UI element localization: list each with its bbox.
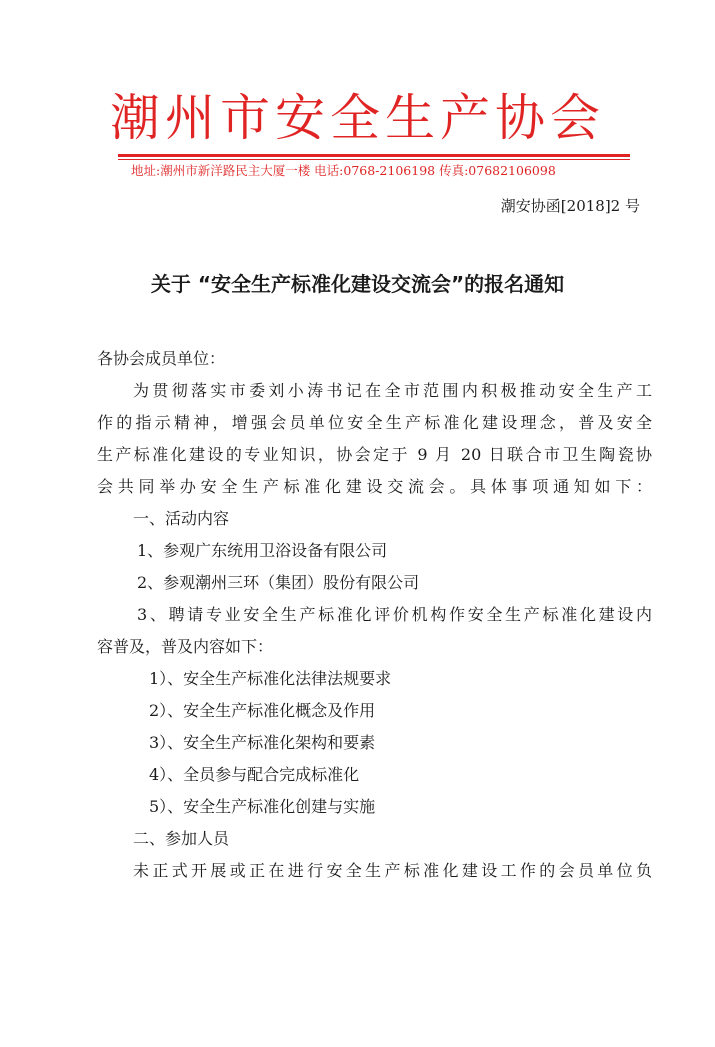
intro-line-3: 生产标准化建设的专业知识，协会定于 9 月 20 日联合市卫生陶瓷协 [97, 445, 652, 464]
intro-line-1: 为贯彻落实市委刘小涛书记在全市范围内积极推动安全生产工 [133, 381, 652, 400]
content-subitem-3: 3）、安全生产标准化架构和要素 [149, 733, 376, 752]
content-subitem-5: 5）、安全生产标准化创建与实施 [149, 797, 376, 816]
activity-item-1: 1、参观广东统用卫浴设备有限公司 [137, 541, 388, 560]
intro-line-4: 会共同举办安全生产标准化建设交流会。具体事项通知如下： [97, 477, 652, 496]
content-subitem-4: 4）、全员参与配合完成标准化 [149, 765, 360, 784]
section-heading-participants: 二、参加人员 [133, 829, 230, 848]
letterhead-address: 地址:潮州市新洋路民主大厦一楼 电话:0768-2106198 传真:07682106098 [131, 163, 556, 178]
participants-line-1: 未正式开展或正在进行安全生产标准化建设工作的会员单位负 [133, 861, 652, 880]
activity-item-3-line-1: 3、聘请专业安全生产标准化评价机构作安全生产标准化建设内 [137, 605, 652, 624]
content-subitem-2: 2）、安全生产标准化概念及作用 [149, 701, 376, 720]
activity-item-3-line-2: 容普及，普及内容如下： [97, 637, 274, 656]
intro-line-2: 作的指示精神，增强会员单位安全生产标准化建设理念，普及安全 [97, 413, 652, 432]
salutation: 各协会成员单位： [97, 349, 226, 368]
content-subitem-1: 1）、安全生产标准化法律法规要求 [149, 669, 392, 688]
document-number: 潮安协函[2018]2 号 [500, 197, 640, 215]
letterhead-rule-thick [118, 154, 630, 157]
activity-item-2: 2、参观潮州三环（集团）股份有限公司 [137, 573, 420, 592]
section-heading-activities: 一、活动内容 [133, 509, 230, 528]
letterhead-rule-thin [118, 159, 630, 160]
document-title: 关于 “安全生产标准化建设交流会”的报名通知 [150, 272, 565, 296]
document-body [97, 343, 652, 887]
org-letterhead-title: 潮州市安全生产协会 [110, 89, 605, 147]
